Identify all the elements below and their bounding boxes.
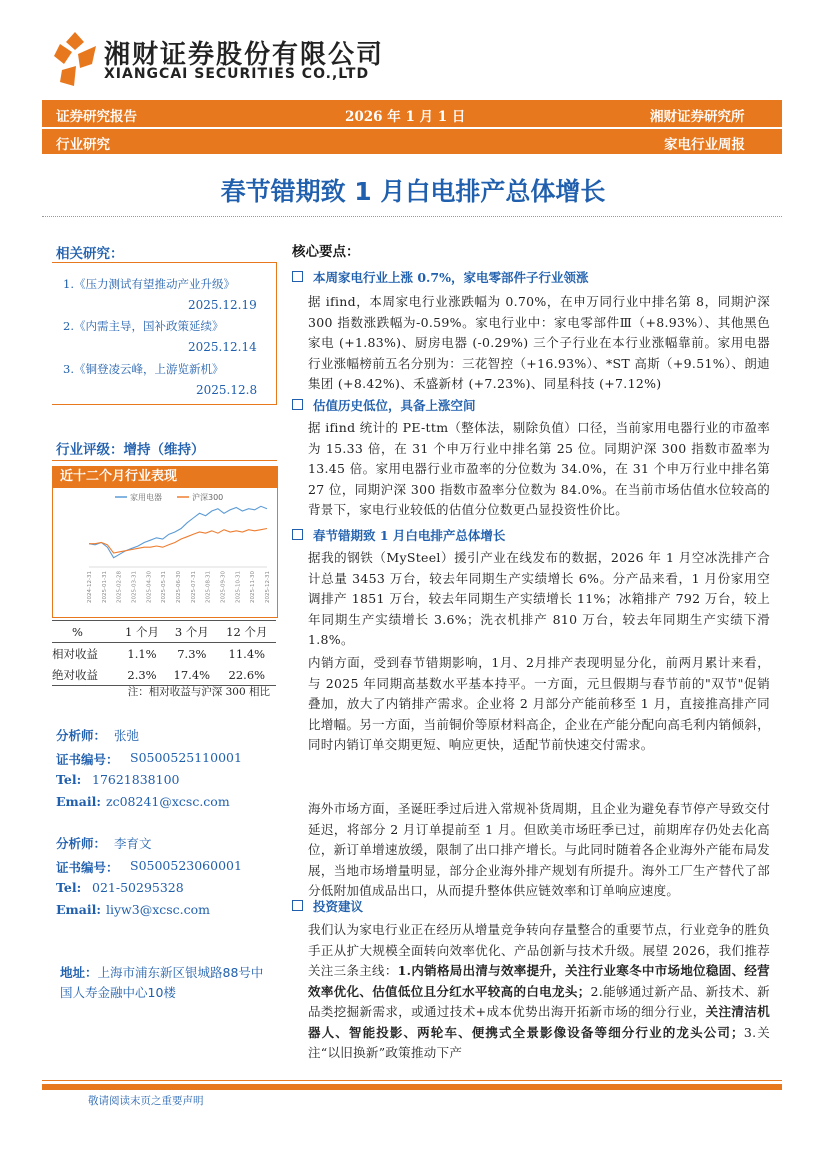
tel-number: 021-50295328 (92, 880, 184, 895)
table-cell: 绝对收益 (52, 667, 98, 682)
x-tick-label: 2024-12-31 (87, 571, 93, 603)
analyst-label: 分析师： (56, 836, 107, 851)
legend-label: 家用电器 (130, 493, 162, 502)
table-note: 注：相对收益与沪深 300 相比 (127, 686, 270, 698)
x-tick-label: 2025-12-31 (265, 571, 271, 603)
table-row (52, 643, 276, 665)
report-date: 2026 年 1 月 1 日 (345, 109, 466, 125)
email-label: Email: (56, 794, 101, 809)
email-link[interactable]: liyw3@xcsc.com (106, 902, 211, 917)
section-heading: 春节错期致 1 月白电排产总体增长 (292, 526, 505, 544)
section-body: 据 ifind，本周家电行业涨跌幅为 0.70%，在申万同行业中排名第 8，同期沪深 300 指数涨跌幅为-0.59%。家电行业中：家电零部件Ⅲ（+8.93%）、其他黑色家电 (+1.83%)、厨房电器 (-0.29%) 三个子行业在本行业涨幅靠前。家用电器行业涨幅榜前五名分别为：三花智控（+16.93%）、*ST 高斯（+9.51%）、朗迪集团 (+8.42%)、禾盛新材 (+7.23%)、同星科技 (+7.12%) (308, 294, 770, 391)
section-body: 据 ifind 统计的 PE-ttm（整体法，剔除负值）口径，当前家用电器行业的市盈率为 15.33 倍，在 31 个申万行业中排名第 25 位。同期沪深 300 指数市盈率为 13.45 倍。家用电器行业市盈率的分位数为 34.0%，在 31 个申万行业中排名第 27 位，同期沪深 300 指数市盈率分位数为 84.0%。在当前市场估值水位较高的背景下，家电行业较低的估值分位数更凸显投资性价比。 (308, 420, 770, 517)
related-item[interactable]: 2.《内需主导，国补政策延续》 (63, 319, 224, 333)
footer-disclaimer: 敬请阅读末页之重要声明 (88, 1095, 204, 1107)
chart-heading: 近十二个月行业表现 (52, 466, 277, 488)
performance-chart (53, 489, 275, 615)
x-tick-label: 2025-07-31 (190, 571, 197, 603)
address (60, 963, 275, 1003)
table-header: % (72, 624, 83, 639)
email-link[interactable]: zc08241@xcsc.com (106, 794, 230, 809)
company-name-en: XIANGCAI SECURITIES CO.,LTD (104, 66, 370, 82)
table-cell: 17.4% (173, 667, 211, 682)
section-body: 据我的钢铁（MySteel）援引产业在线发布的数据，2026 年 1 月空冰洗排产合计总量 3453 万台，较去年同期生产实绩增长 6%。分产品来看，1 月份家用空调排产 1851 万台，较去年同期生产实绩增长 11%；冰箱排产 792 万台，较上年同期生产实绩增长 3.6%；洗衣机排产 810 万台，较去年同期生产实绩下滑 1.8%。 (308, 550, 770, 647)
cert-label: 证书编号： (56, 752, 119, 767)
x-tick-label: 2025-06-30 (176, 571, 182, 603)
email-label: Email: (56, 902, 101, 917)
table-cell: 11.4% (228, 646, 266, 661)
table-header-row (52, 621, 276, 643)
x-tick-label: 2025-11-30 (250, 571, 257, 603)
table-cell: 7.3% (177, 646, 207, 661)
section-heading: 投资建议 (292, 897, 363, 915)
subcategory: 家电行业周报 (664, 137, 745, 153)
cert-label: 证书编号： (56, 860, 119, 875)
industry-rating: 行业评级：增持（维持） (56, 442, 205, 458)
x-tick-label: 2025-05-31 (161, 571, 168, 603)
x-tick-label: 2025-04-30 (146, 571, 153, 603)
tel-number: 17621838100 (92, 772, 180, 787)
legend-label: 沪深300 (192, 493, 224, 502)
table-cell: 1.1% (127, 646, 157, 661)
analyst-name: 张弛 (114, 728, 140, 743)
checkbox-icon (292, 900, 303, 911)
analyst-label: 分析师： (56, 728, 107, 743)
table-header: 3 个月 (174, 624, 209, 639)
series-line-1 (89, 529, 267, 554)
x-tick-label: 2025-09-30 (220, 571, 227, 603)
checkbox-icon (292, 399, 303, 410)
company-name-cn: 湘财证券股份有限公司 (104, 40, 385, 70)
cert-number: S0500525110001 (130, 750, 242, 765)
x-tick-label: 2025-08-31 (205, 571, 212, 603)
section-body: 内销方面，受到春节错期影响，1月、2月排产表现明显分化，前两月累计来看，与 2025 年同期高基数水平基本持平。一方面，元旦假期与春节前的"双节"促销叠加，放大了内销排产需求。企业将 2 月部分产能前移至 1 月，直接推高排产同比增幅。另一方面，当前铜价等原材料高企，企业在产能分配向高毛利内销倾斜，同时内销订单交期更短、响应更快，适配节前快速交付需求。 (308, 655, 770, 752)
section-heading: 本周家电行业上涨 0.7%，家电零部件子行业领涨 (292, 268, 588, 286)
checkbox-icon (292, 271, 303, 282)
section-heading: 估值历史低位，具备上涨空间 (292, 396, 476, 414)
institute: 湘财证券研究所 (650, 109, 745, 125)
checkbox-icon (292, 529, 303, 540)
tel-label: Tel: (56, 772, 82, 787)
page-title: 春节错期致 1 月白电排产总体增长 (220, 177, 606, 206)
tel-label: Tel: (56, 880, 82, 895)
related-date: 2025.12.8 (196, 383, 258, 397)
category: 行业研究 (56, 137, 110, 153)
table-cell: 22.6% (228, 667, 266, 682)
related-date: 2025.12.19 (188, 298, 257, 312)
footer-bar (42, 1084, 782, 1090)
x-tick-label: 2025-10-31 (235, 571, 242, 603)
section-body: 我们认为家电行业正在经历从增量竞争转向存量整合的重要节点，行业竞争的胜负手正从扩大规模全面转向效率优化、产品创新与技术升级。展望 2026，我们推荐关注三条主线：1.内销格局出清与效率提升，关注行业寒冬中市场地位稳固、经营效率优化、估值低位且分红水平较高的白电龙头；2.能够通过新产品、新技术、新品类挖掘新需求，或通过技术+成本优势出海开拓新市场的细分行业，关注清洁机器人、智能投影、两轮车、便携式全景影像设备等细分行业的龙头公司；3.关注“以旧换新”政策推动下产 (308, 922, 771, 1060)
report-type: 证券研究报告 (56, 109, 137, 125)
table-cell: 2.3% (127, 667, 157, 682)
address-text: 上海市浦东新区银城路88号中国人寿金融中心10楼 (60, 965, 264, 1000)
table-row (52, 664, 276, 686)
core-heading: 核心要点： (292, 244, 360, 260)
table-cell: 相对收益 (52, 646, 98, 661)
company-logo-icon (50, 30, 100, 88)
address-label: 地址： (60, 965, 98, 980)
x-tick-label: 2025-03-31 (131, 571, 138, 603)
related-item[interactable]: 1.《压力测试有望推动产业升级》 (63, 277, 235, 291)
related-heading: 相关研究： (56, 246, 124, 262)
table-header: 1 个月 (125, 624, 159, 639)
table-header: 12 个月 (226, 624, 268, 639)
performance-table (52, 620, 276, 686)
related-item[interactable]: 3.《铜登凌云峰，上游览新机》 (63, 362, 224, 376)
section-body: 海外市场方面，圣诞旺季过后进入常规补货周期，且企业为避免春节停产导致交付延迟，将部分 2 月订单提前至 1 月。但欧美市场旺季已过，前期库存仍处去化高位，新订单增速放缓，限制了出口排产增长。与此同时随着各企业海外产能布局发展，当地市场增量明显，部分企业海外排产规划有所提升。海外工厂生产替代了部分低附加值成品出口，从而提升整体供应链效率和订单响应速度。 (308, 801, 770, 898)
x-tick-label: 2025-02-28 (116, 571, 123, 603)
analyst-name: 李育文 (114, 836, 152, 851)
x-tick-label: 2025-01-31 (101, 571, 108, 603)
related-date: 2025.12.14 (188, 340, 257, 354)
cert-number: S0500523060001 (130, 858, 242, 873)
